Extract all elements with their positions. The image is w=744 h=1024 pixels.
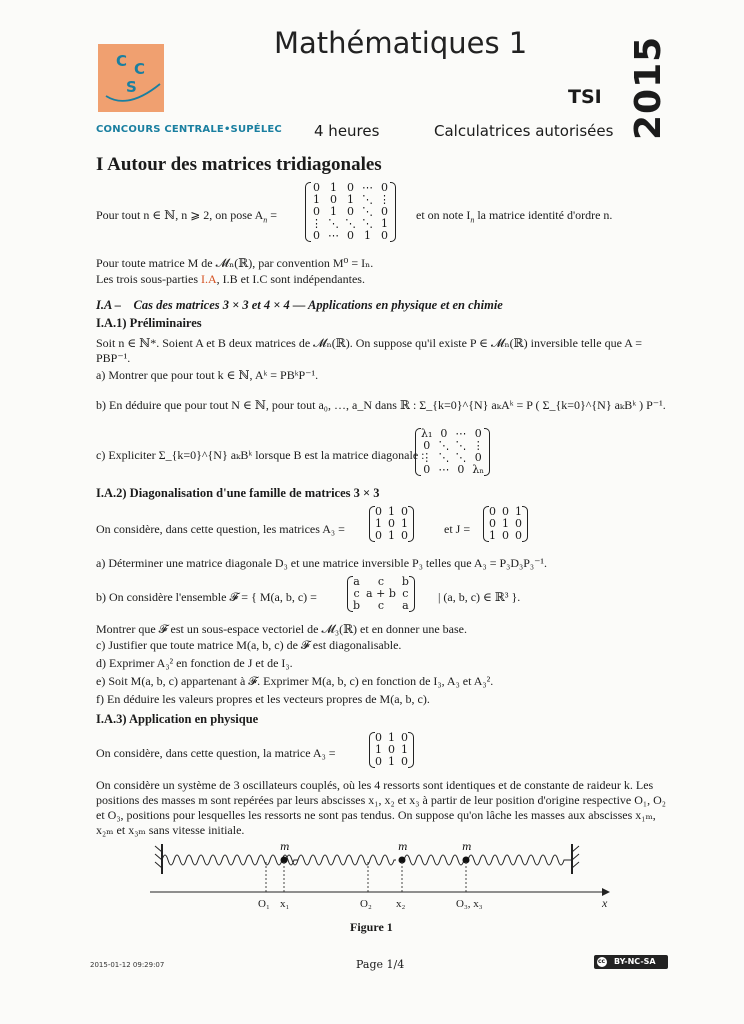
matrix-cell: 0	[388, 743, 395, 756]
s2-question-f: f) En déduire les valeurs propres et les vecteurs propres de M(a, b, c).	[96, 692, 430, 706]
intro-line-1-after	[416, 208, 612, 227]
s2-question-a: a) Déterminer une matrice diagonale D₃ et une matrice inversible P₃ telles que A₃ = P₃D₃P₃⁻¹.	[96, 556, 548, 570]
ref-IA[interactable]: I.A	[200, 272, 217, 286]
s1-question-b: b) En déduire que pour tout N ∈ ℕ, pour tout a₀, …, a_N dans ℝ : Σ_{k=0}^{N} aₖAᵏ = P ( Σ_{k=0}^{N} aₖBᵏ ) P⁻¹.	[96, 398, 666, 412]
matrix-cell: 0	[401, 755, 408, 768]
matrix-cell: 0	[313, 205, 320, 218]
matrix-right-bracket	[408, 506, 414, 542]
matrix-left-bracket	[369, 732, 375, 768]
calculators-note: Calculatrices autorisées	[434, 122, 614, 140]
partA-title	[96, 298, 503, 313]
matrix-grid	[308, 182, 393, 242]
matrix-cell: 1	[515, 505, 522, 518]
exam-year: 2015	[628, 35, 669, 140]
matrix-left-bracket	[415, 428, 421, 476]
matrix-cell: ⋱	[345, 217, 356, 230]
svg-text:C: C	[116, 52, 128, 70]
s2-question-c: c) Justifier que toute matrice M(a, b, c) de 𝓕 est diagonalisable.	[96, 638, 402, 652]
matrix-cell: 0	[347, 181, 354, 194]
matrix-cell: λₙ	[472, 463, 485, 476]
x-axis-arrow-icon	[602, 888, 610, 896]
spring-1	[162, 855, 298, 865]
mass-label-2: m	[398, 842, 408, 853]
figure-oscillators	[150, 836, 610, 907]
matrix-cell: b	[353, 599, 361, 612]
matrix-cell: 0	[474, 451, 482, 464]
matrix-cell: ⋯	[438, 463, 450, 476]
matrix-cell: 0	[381, 229, 388, 242]
intro-line-3	[96, 272, 365, 287]
left-wall-hatch	[155, 854, 162, 860]
matrix-cell: 0	[388, 517, 395, 530]
s1-paragraph: Soit n ∈ ℕ*. Soient A et B deux matrices de 𝓜ₙ(ℝ). On suppose qu'il existe P ∈ 𝓜ₙ(ℝ) inversible telle que A = PBP⁻¹.	[96, 336, 643, 365]
label-x2: x₂	[396, 898, 406, 910]
s2-question-e: e) Soit M(a, b, c) appartenant à 𝓕. Exprimer M(a, b, c) en fonction de I₃, A₃ et A₃².	[96, 674, 494, 688]
intro-line-2: Pour toute matrice M de 𝓜ₙ(ℝ), par convention M⁰ = Iₙ.	[96, 256, 374, 270]
s3-title: I.A.3) Application en physique	[96, 712, 259, 726]
s2-paragraph-a: On considère, dans cette question, les matrices A₃ =	[96, 522, 345, 536]
matrix-cell: c	[353, 587, 360, 600]
matrix-cell: 0	[381, 205, 388, 218]
matrix-M	[350, 576, 412, 612]
matrix-A3-physics	[372, 732, 411, 768]
intro-after-sub: n	[470, 215, 475, 225]
matrix-J	[486, 506, 525, 542]
intro-line-1	[96, 208, 277, 227]
s1-title: I.A.1) Préliminaires	[96, 316, 202, 330]
matrix-cell: 0	[474, 427, 482, 440]
matrix-cell: 1	[347, 193, 354, 206]
label-x-axis: x	[602, 896, 608, 910]
matrix-cell: 1	[388, 529, 395, 542]
intro-sub-n: n	[263, 215, 268, 225]
matrix-cell: 0	[330, 193, 337, 206]
matrix-grid	[372, 506, 411, 542]
matrix-cell: 1	[375, 743, 382, 756]
matrix-cell: 1	[502, 517, 509, 530]
matrix-right-bracket	[408, 732, 414, 768]
matrix-left-bracket	[347, 576, 353, 612]
left-wall-hatch	[155, 846, 162, 852]
matrix-cell: 0	[313, 229, 320, 242]
matrix-A3	[372, 506, 411, 542]
matrix-cell: ⋱	[438, 451, 450, 464]
partA-title-num: I.A –	[96, 298, 122, 312]
ccs-logo-icon	[98, 44, 164, 112]
matrix-cell: 1	[489, 529, 496, 542]
matrix-cell: ⋱	[328, 217, 339, 230]
matrix-cell: c	[377, 599, 385, 612]
svg-text:C: C	[134, 60, 146, 78]
footer-date: 2015-01-12 09:29:07	[90, 961, 165, 969]
matrix-left-bracket	[305, 182, 311, 242]
s3-paragraph-b: On considère un système de 3 oscillateurs couplés, où les 4 ressorts sont identiques et de constante de raideur k. Les positions des masses m sont repérées par leurs abscisses x₁, x₂ et x₃ à partir de leur position d'origine respective O₁, O₂ et O₃, positions pour lesquelles les ressorts ne sont pas tendus. On suppose qu'on lâche les masses aux abscisses x₁ₘ, x₂ₘ et x₃ₘ sans vitesse initiale.	[96, 778, 666, 837]
matrix-cell: 1	[330, 181, 337, 194]
matrix-cell: a	[353, 575, 360, 588]
matrix-cell: 1	[313, 193, 320, 206]
matrix-cell: 0	[502, 505, 509, 518]
s1-question-c: c) Expliciter Σ_{k=0}^{N} aₖBᵏ lorsque B est la matrice diagonale :	[96, 448, 425, 462]
s2-question-b-b: | (a, b, c) ∈ ℝ³ }.	[438, 590, 521, 604]
matrix-cell: 0	[375, 755, 382, 768]
matrix-right-bracket	[409, 576, 415, 612]
matrix-cell: 0	[313, 181, 320, 194]
s2-question-b2: Montrer que 𝓕 est un sous-espace vectoriel de 𝓜₃(ℝ) et en donner une base.	[96, 622, 467, 636]
right-wall-hatch	[572, 846, 579, 852]
exam-title: Mathématiques 1	[274, 26, 528, 60]
license-badge	[594, 955, 668, 969]
matrix-cell: ⋱	[455, 439, 467, 452]
matrix-grid	[486, 506, 525, 542]
intro-text-a: Pour tout n ∈ ℕ, n ⩾ 2, on pose A	[96, 208, 264, 222]
matrix-cell: ⋱	[362, 205, 373, 218]
left-wall-hatch	[155, 862, 162, 868]
spring-2	[286, 855, 396, 865]
matrix-cell: ⋯	[455, 427, 467, 440]
s2-question-d: d) Exprimer A₃² en fonction de J et de I₃.	[96, 656, 293, 670]
matrix-cell: 0	[423, 439, 431, 452]
matrix-cell: 0	[375, 529, 382, 542]
matrix-cell: 1	[401, 743, 408, 756]
footer-page: Page 1/4	[356, 958, 405, 971]
s3-paragraph-a: On considère, dans cette question, la matrice A₃ =	[96, 746, 336, 760]
matrix-cell: 0	[489, 505, 496, 518]
matrix-cell: λ₁	[421, 427, 433, 440]
matrix-right-bracket	[390, 182, 396, 242]
matrix-cell: ⋱	[438, 439, 450, 452]
intro-eq: =	[267, 208, 278, 222]
matrix-cell: c	[377, 575, 385, 588]
matrix-cell: 0	[401, 529, 408, 542]
matrix-right-bracket	[522, 506, 528, 542]
matrix-row	[418, 464, 487, 476]
intro-line-3-b: , I.B et I.C sont indépendantes.	[216, 272, 365, 286]
s2-question-b-a: b) On considère l'ensemble 𝓕 = { M(a, b, c) =	[96, 590, 317, 604]
matrix-cell: 0	[347, 229, 354, 242]
matrix-cell: 1	[364, 229, 371, 242]
matrix-cell: 1	[388, 505, 395, 518]
s1-question-a: a) Montrer que pour tout k ∈ ℕ, Aᵏ = PBᵏP⁻¹.	[96, 368, 319, 382]
license-text: BY-NC-SA	[614, 957, 656, 966]
s2-title: I.A.2) Diagonalisation d'une famille de matrices 3 × 3	[96, 486, 380, 500]
label-O2: O₂	[360, 898, 372, 910]
matrix-cell: 0	[515, 529, 522, 542]
matrix-right-bracket	[484, 428, 490, 476]
matrix-cell: 1	[388, 731, 395, 744]
matrix-cell: 0	[515, 517, 522, 530]
matrix-cell: 0	[489, 517, 496, 530]
matrix-cell: ⋯	[328, 229, 339, 242]
matrix-cell: 1	[388, 755, 395, 768]
label-O3-x3: O₃, x₃	[456, 898, 483, 910]
matrix-cell: 0	[375, 731, 382, 744]
matrix-grid	[350, 576, 412, 612]
matrix-row	[372, 756, 411, 768]
matrix-cell: c	[402, 587, 409, 600]
matrix-cell: 0	[347, 205, 354, 218]
matrix-cell: ⋱	[362, 193, 373, 206]
matrix-row	[372, 530, 411, 542]
matrix-cell: 0	[423, 463, 431, 476]
mass-label-3: m	[462, 842, 472, 853]
right-wall-hatch	[572, 854, 579, 860]
matrix-row	[350, 600, 412, 612]
matrix-cell: 1	[381, 217, 388, 230]
intro-after-c: la matrice identité d'ordre n.	[474, 208, 613, 222]
svg-text:S: S	[126, 78, 137, 96]
intro-after-a: et on note I	[416, 208, 471, 222]
mass-label-1: m	[280, 842, 290, 853]
matrix-row	[308, 230, 393, 242]
matrix-cell: 0	[440, 427, 448, 440]
matrix-cell: a + b	[366, 587, 396, 600]
matrix-cell: ⋱	[362, 217, 373, 230]
matrix-cell: 0	[381, 181, 388, 194]
matrix-grid	[372, 732, 411, 768]
matrix-cell: 0	[401, 505, 408, 518]
matrix-cell: 0	[457, 463, 465, 476]
exam-duration: 4 heures	[314, 122, 380, 140]
logo-caption: CONCOURS CENTRALE•SUPÉLEC	[96, 124, 282, 135]
figure-caption: Figure 1	[350, 920, 393, 934]
label-x1: x₁	[280, 898, 290, 910]
matrix-cell: b	[401, 575, 409, 588]
matrix-cell: ⋮	[311, 217, 322, 230]
filiere-label: TSI	[568, 86, 602, 108]
matrix-cell: 1	[375, 517, 382, 530]
spring-mass-diagram	[150, 836, 610, 902]
matrix-cell: ⋯	[362, 181, 373, 194]
matrix-cell: ⋮	[379, 193, 390, 206]
matrix-cell: a	[402, 599, 409, 612]
matrix-left-bracket	[369, 506, 375, 542]
matrix-cell: ⋱	[455, 451, 467, 464]
matrix-cell: ⋮	[472, 439, 484, 452]
matrix-cell: 1	[330, 205, 337, 218]
ccs-logo	[98, 44, 164, 112]
section-title: I Autour des matrices tridiagonales	[96, 154, 382, 175]
spring-4	[468, 855, 572, 865]
label-O1: O₁	[258, 898, 270, 910]
matrix-grid	[418, 428, 487, 476]
right-wall-hatch	[572, 862, 579, 868]
matrix-left-bracket	[483, 506, 489, 542]
spring-3	[404, 855, 466, 865]
intro-line-3-a: Les trois sous-parties	[96, 272, 201, 286]
matrix-cell: 0	[401, 731, 408, 744]
matrix-diagonal	[418, 428, 487, 476]
matrix-cell: 0	[375, 505, 382, 518]
partA-title-text: Cas des matrices 3 × 3 et 4 × 4 — Applications en physique et en chimie	[133, 298, 503, 312]
matrix-cell: ⋮	[421, 451, 433, 464]
matrix-row	[486, 530, 525, 542]
matrix-An	[308, 182, 393, 242]
s2-paragraph-b: et J =	[444, 522, 471, 536]
matrix-cell: 1	[401, 517, 408, 530]
matrix-cell: 0	[502, 529, 509, 542]
